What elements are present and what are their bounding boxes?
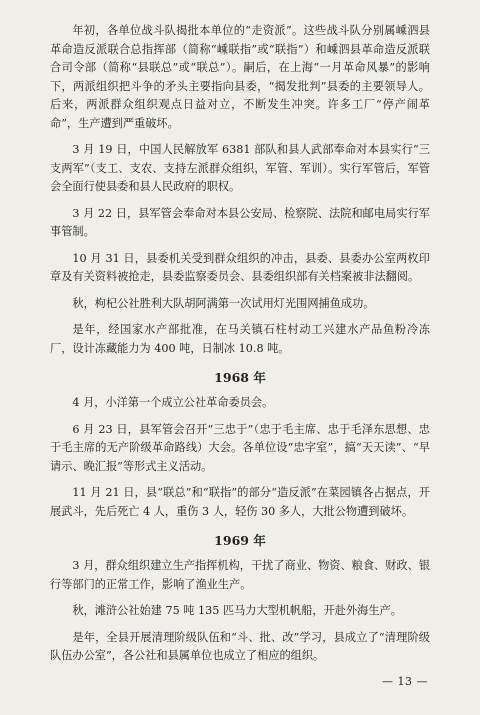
paragraph-1967-early-year: 年初，各单位战斗队揭批本单位的“走资派”。这些战斗队分别属嵊泗县革命造反派联合总指挥部（简称“嵊联指”或“联指”）和嵊泗县革命造反派联合司令部（简称“县联总”或“联总”）。嗣后，在上海“一月革命风暴”的影响下，两派组织把斗争的矛头主要指向县委，“揭发批判”县委的主要领导人。后来，两派群众组织观点日益对立，不断发生冲突。许多工厂“停产闹革命”，生产遭到严重破坏。 [50,24,430,130]
year-heading-1969: 1969 年 [214,533,266,548]
paragraph-1967-this-year: 是年，经国家水产部批准，在马关镇石柱村动工兴建水产品鱼粉冷冻厂，设计冻藏能力为 400 吨，日制冰 10.8 吨。 [50,323,430,355]
paragraph-1969-autumn: 秋，滩浒公社始建 75 吨 135 匹马力大型机帆船，开赴外海生产。 [72,604,402,617]
page-number: — 13 — [382,675,428,688]
paragraph-1969-this-year: 是年，全县开展清理阶级队伍和“斗、批、改”学习，县成立了“清理阶级队伍办公室”，各公社和县属单位也成立了相应的组织。 [50,630,430,662]
paragraph-1967-october-31: 10 月 31 日，县委机关受到群众组织的冲击，县委、县委办公室两枚印章及有关资料被抢走，县委监察委员会、县委组织部有关档案被非法翻阅。 [50,251,430,283]
paragraph-1968-april: 4 月，小洋第一个成立公社革命委员会。 [72,396,274,409]
paragraph-1967-autumn: 秋，枸杞公社胜利大队胡阿满第一次试用灯光围网捕鱼成功。 [72,296,375,310]
paragraph-1969-march: 3 月，群众组织建立生产指挥机构，干扰了商业、物资、粮食、财政、银行等部门的正常工作，影响了渔业生产。 [50,559,430,591]
paragraph-1968-november-21: 11 月 21 日，县“联总”和“联指”的部分“造反派”在菜园镇各占据点，开展武斗，先后死亡 4 人，重伤 3 人，轻伤 30 多人，大批公物遭到破坏。 [50,486,430,518]
paragraph-1967-march-22: 3 月 22 日，县军管会奉命对本县公安局、检察院、法院和邮电局实行军事管制。 [50,206,430,238]
paragraph-1967-march-19: 3 月 19 日，中国人民解放军 6381 部队和县人武部奉命对本县实行“三支两军”（支工、支农、支持左派群众组织，军管、军训）。实行军管后，军管会全面行使县委和县人民政府的职权。 [50,143,430,193]
year-heading-1968: 1968 年 [214,370,266,385]
paragraph-1968-june-23: 6 月 23 日，县军管会召开“三忠于”（忠于毛主席、忠于毛泽东思想、忠于毛主席的无产阶级革命路线）大会。各单位设“忠字室”，搞“天天读”、“早请示、晚汇报”等形式主义活动。 [50,422,430,473]
